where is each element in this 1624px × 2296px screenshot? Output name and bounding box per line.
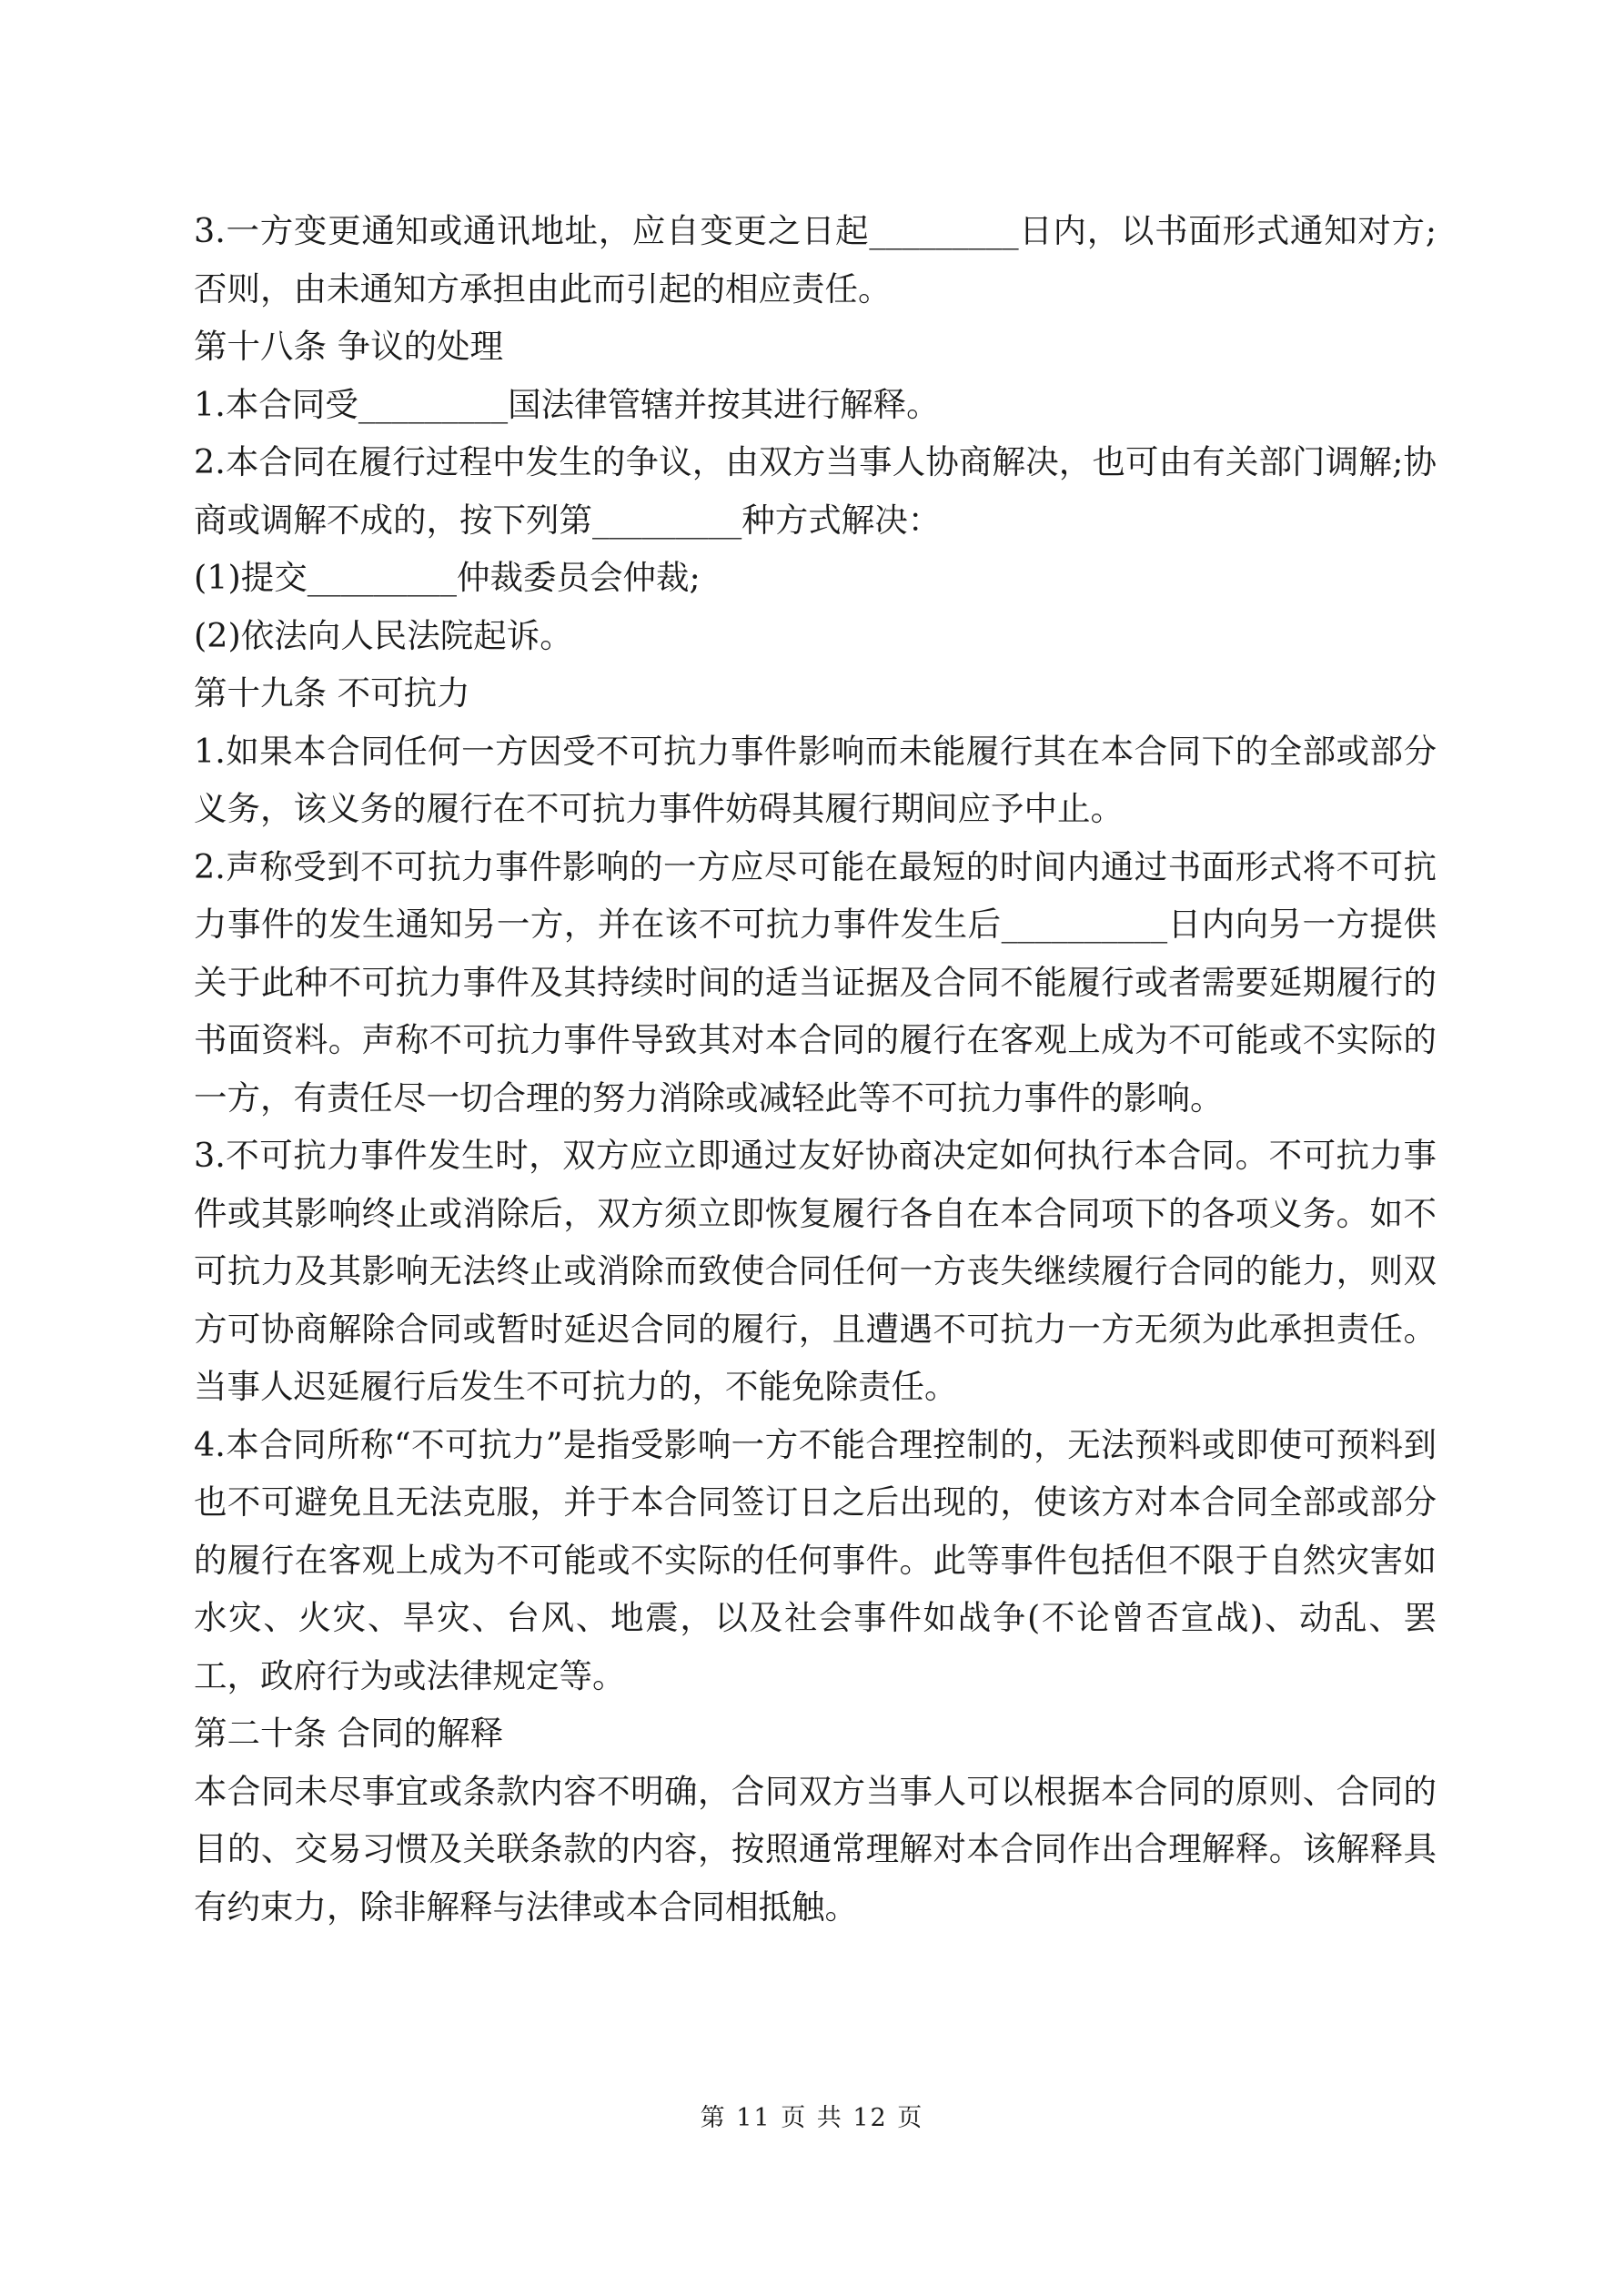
heading-article-18: 第十八条 争议的处理 xyxy=(194,327,504,366)
clause-19-1: 1.如果本合同任何一方因受不可抗力事件影响而未能履行其在本合同下的全部或部分义务，该义务的履行在不可抗力事件妨碍其履行期间应予中止。 xyxy=(194,731,1437,828)
clause-18-1: 1.本合同受_________国法律管辖并按其进行解释。 xyxy=(194,384,940,424)
heading-article-19: 第十九条 不可抗力 xyxy=(194,673,470,713)
clause-19-2: 2.声称受到不可抗力事件影响的一方应尽可能在最短的时间内通过书面形式将不可抗力事件的发生通知另一方，并在该不可抗力事件发生后__________日内向另一方提供关于此种不可抗力事件及其持续时间的适当证据及合同不能履行或者需要延期履行的书面资料。声称不可抗力事件导致其对本合同的履行在客观上成为不可能或不实际的一方，有责任尽一切合理的努力消除或减轻此等不可抗力事件的影响。 xyxy=(194,846,1437,1118)
clause-19-3: 3.不可抗力事件发生时，双方应立即通过友好协商决定如何执行本合同。不可抗力事件或其影响终止或消除后，双方须立即恢复履行各自在本合同项下的各项义务。如不可抗力及其影响无法终止或消除而致使合同任何一方丧失继续履行合同的能力，则双方可协商解除合同或暂时延迟合同的履行，且遭遇不可抗力一方无须为此承担责任。当事人迟延履行后发生不可抗力的，不能免除责任。 xyxy=(194,1136,1437,1406)
contract-body xyxy=(194,202,1437,1936)
clause-19-4: 4.本合同所称“不可抗力”是指受影响一方不能合理控制的，无法预料或即使可预料到也不可避免且无法克服，并于本合同签订日之后出现的，使该方对本合同全部或部分的履行在客观上成为不可能或不实际的任何事件。此等事件包括但不限于自然灾害如水灾、火灾、旱灾、台风、地震，以及社会事件如战争(不论曾否宣战)、动乱、罢工，政府行为或法律规定等。 xyxy=(194,1424,1437,1695)
clause-18-2-option-2: (2)依法向人民法院起诉。 xyxy=(194,615,573,655)
clause-18-2: 2.本合同在履行过程中发生的争议，由双方当事人协商解决，也可由有关部门调解;协商或调解不成的，按下列第_________种方式解决： xyxy=(194,442,1437,540)
page-number-footer: 第 11 页 共 12 页 xyxy=(700,2104,924,2132)
heading-article-20: 第二十条 合同的解释 xyxy=(194,1714,504,1753)
clause-18-2-option-1: (1)提交_________仲裁委员会仲裁; xyxy=(194,558,701,597)
clause-17-3: 3.一方变更通知或通讯地址，应自变更之日起_________日内，以书面形式通知对方;否则，由未通知方承担由此而引起的相应责任。 xyxy=(194,211,1437,308)
clause-20-body: 本合同未尽事宜或条款内容不明确，合同双方当事人可以根据本合同的原则、合同的目的、交易习惯及关联条款的内容，按照通常理解对本合同作出合理解释。该解释具有约束力，除非解释与法律或本合同相抵触。 xyxy=(194,1771,1437,1927)
